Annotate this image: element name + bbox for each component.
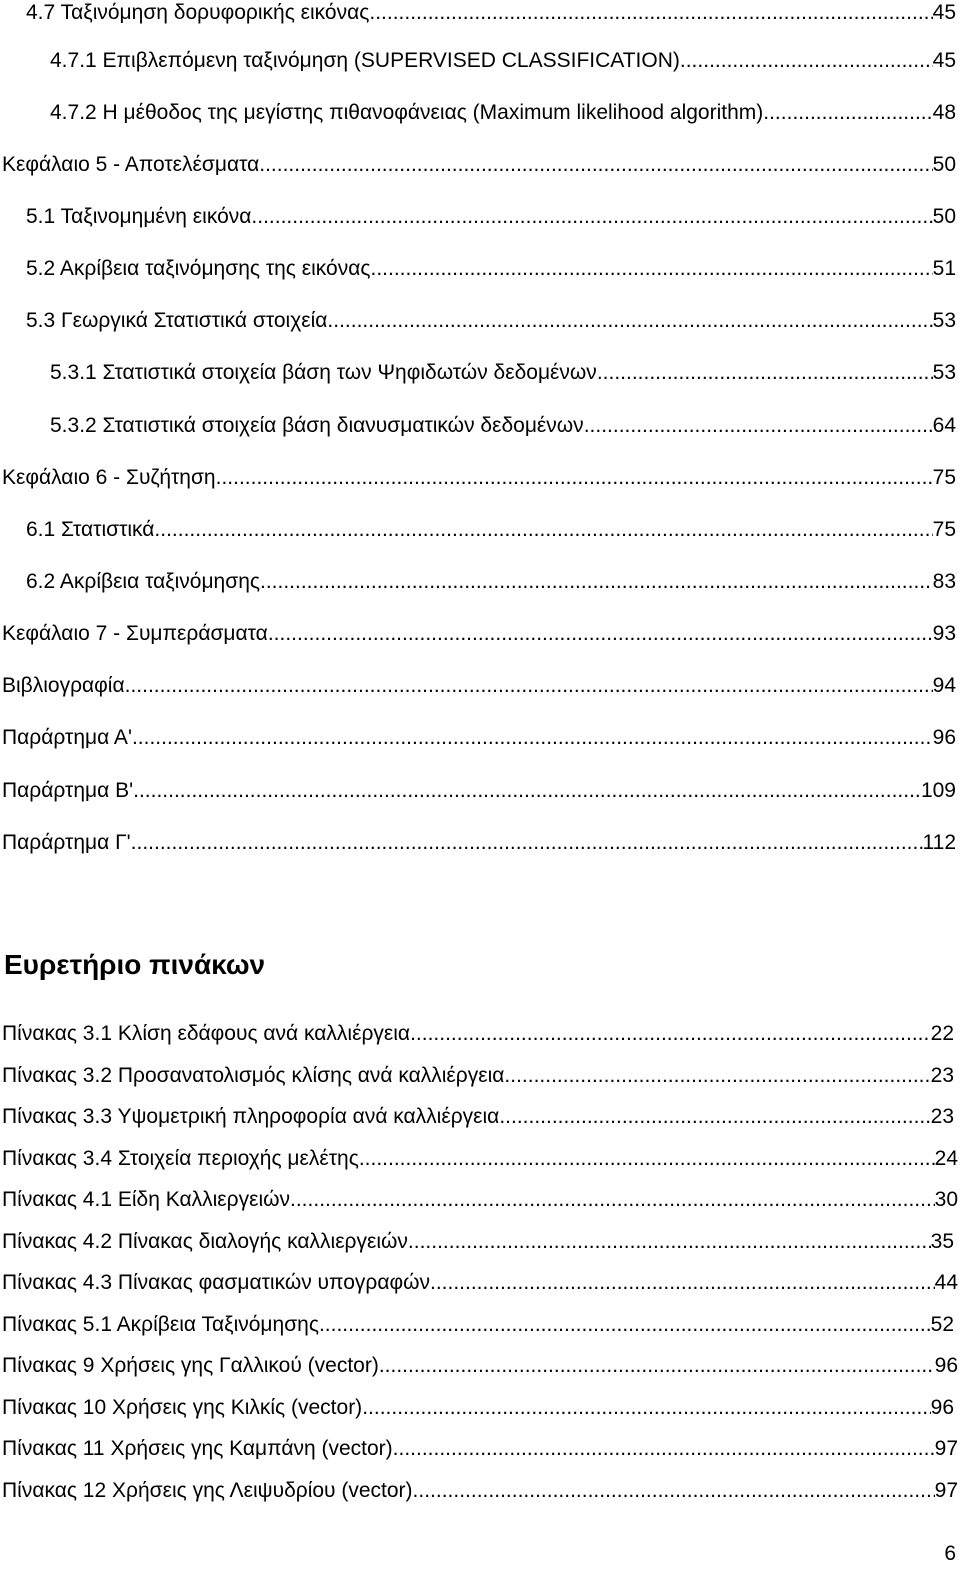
toc-entry-title: Παράρτημα Α' (2, 726, 132, 749)
table-leader-dots (362, 1393, 930, 1423)
toc-entry-page: 45 (932, 49, 956, 72)
toc-entry-title: Κεφάλαιο 7 - Συμπεράσματα (2, 622, 268, 645)
toc-leader-dots (251, 202, 932, 232)
table-entry-title: Πίνακας 4.2 Πίνακας διαλογής καλλιεργειών (2, 1230, 408, 1253)
table-index-entry[interactable] (2, 1393, 954, 1423)
toc-entry[interactable] (50, 46, 956, 76)
table-index-entry[interactable] (2, 1019, 954, 1049)
toc-entry-page: 50 (932, 153, 956, 176)
toc-leader-dots (370, 254, 932, 284)
toc-entry-title: 4.7.2 Η μέθοδος της μεγίστης πιθανοφάνειας (Maximum likelihood algorithm) (50, 101, 764, 124)
toc-entry-title: 4.7 Ταξινόμηση δορυφορικής εικόνας (26, 1, 370, 24)
toc-leader-dots (584, 411, 933, 441)
toc-entry-title: 4.7.1 Επιβλεπόμενη ταξινόμηση (SUPERVISED CLASSIFICATION) (50, 49, 680, 72)
table-leader-dots (290, 1185, 935, 1215)
toc-entry-page: 94 (932, 674, 956, 697)
table-index-entry[interactable] (2, 1268, 958, 1298)
toc-entry-page: 51 (932, 257, 956, 280)
toc-entry[interactable] (26, 515, 956, 545)
toc-leader-dots (131, 828, 923, 858)
toc-entry-page: 53 (932, 361, 956, 384)
toc-leader-dots (216, 463, 933, 493)
toc-entry-page: 109 (920, 779, 956, 802)
table-leader-dots (413, 1476, 935, 1506)
toc-leader-dots (260, 567, 933, 597)
table-index-entry[interactable] (2, 1061, 954, 1091)
toc-leader-dots (125, 671, 933, 701)
toc-entry[interactable] (26, 254, 956, 284)
table-entry-title: Πίνακας 11 Χρήσεις γης Καμπάνη (vector) (2, 1437, 393, 1460)
toc-entry[interactable] (26, 567, 956, 597)
toc-entry-page: 48 (932, 101, 956, 124)
table-entry-page: 30 (934, 1188, 958, 1211)
toc-entry-title: 6.1 Στατιστικά (26, 518, 155, 541)
toc-entry-title: 5.1 Ταξινομημένη εικόνα (26, 205, 252, 228)
table-leader-dots (359, 1144, 935, 1174)
toc-entry[interactable] (2, 463, 956, 493)
toc-leader-dots (680, 46, 933, 76)
table-index-entry[interactable] (2, 1434, 958, 1464)
table-leader-dots (504, 1061, 930, 1091)
toc-leader-dots (154, 515, 932, 545)
toc-entry-title: 6.2 Ακρίβεια ταξινόμησης (26, 570, 260, 593)
toc-entry[interactable] (2, 828, 956, 858)
toc-entry-title: Βιβλιογραφία (2, 674, 125, 697)
toc-entry[interactable] (50, 98, 956, 128)
toc-entry-page: 112 (922, 831, 956, 854)
table-entry-title: Πίνακας 3.2 Προσανατολισμός κλίσης ανά καλλιέργεια (2, 1064, 505, 1087)
toc-entry-page: 45 (932, 1, 956, 24)
table-entry-page: 22 (930, 1022, 954, 1045)
table-leader-dots (430, 1268, 935, 1298)
toc-entry-page: 83 (932, 570, 956, 593)
toc-entry[interactable] (26, 202, 956, 232)
table-entry-page: 52 (930, 1313, 954, 1336)
toc-leader-dots (763, 98, 932, 128)
tables-index-heading: Ευρετήριο πινάκων (4, 949, 266, 980)
toc-leader-dots (133, 776, 921, 806)
toc-entry-page: 64 (932, 414, 956, 437)
table-entry-page: 96 (934, 1354, 958, 1377)
toc-leader-dots (327, 306, 932, 336)
table-index-entry[interactable] (2, 1144, 958, 1174)
toc-entry-page: 53 (932, 309, 956, 332)
toc-leader-dots (259, 150, 932, 180)
table-entry-title: Πίνακας 3.3 Υψομετρική πληροφορία ανά καλλιέργεια (2, 1105, 500, 1128)
table-leader-dots (408, 1227, 931, 1257)
table-leader-dots (379, 1351, 935, 1381)
table-entry-title: Πίνακας 5.1 Ακρίβεια Ταξινόμησης (2, 1313, 319, 1336)
toc-entry[interactable] (50, 358, 956, 388)
table-entry-title: Πίνακας 4.1 Είδη Καλλιεργειών (2, 1188, 291, 1211)
table-entry-title: Πίνακας 3.4 Στοιχεία περιοχής μελέτης (2, 1147, 359, 1170)
table-index-entry[interactable] (2, 1310, 954, 1340)
toc-leader-dots (369, 0, 932, 28)
toc-entry-page: 93 (932, 622, 956, 645)
toc-entry[interactable] (2, 619, 956, 649)
table-entry-page: 44 (934, 1271, 958, 1294)
toc-entry[interactable] (2, 776, 956, 806)
table-index-entry[interactable] (2, 1351, 958, 1381)
toc-entry[interactable] (2, 723, 956, 753)
toc-entry-title: Κεφάλαιο 5 - Αποτελέσματα (2, 153, 260, 176)
table-leader-dots (393, 1434, 935, 1464)
toc-entry-page: 75 (932, 466, 956, 489)
toc-entry[interactable] (50, 411, 956, 441)
toc-entry-title: 5.3.2 Στατιστικά στοιχεία βάση διανυσματικών δεδομένων (50, 414, 584, 437)
table-entry-title: Πίνακας 3.1 Κλίση εδάφους ανά καλλιέργεια (2, 1022, 411, 1045)
table-index-entry[interactable] (2, 1476, 958, 1506)
toc-entry-page: 96 (932, 726, 956, 749)
table-leader-dots (410, 1019, 931, 1049)
table-index-entry[interactable] (2, 1185, 958, 1215)
table-entry-title: Πίνακας 12 Χρήσεις γης Λειψυδρίου (vector) (2, 1479, 413, 1502)
toc-entry[interactable] (2, 671, 956, 701)
toc-leader-dots (597, 358, 933, 388)
table-leader-dots (319, 1310, 931, 1340)
toc-entry[interactable] (26, 306, 956, 336)
table-entry-page: 23 (930, 1105, 954, 1128)
toc-entry[interactable] (2, 150, 956, 180)
table-entry-page: 97 (934, 1479, 958, 1502)
toc-entry-title: 5.3.1 Στατιστικά στοιχεία βάση των Ψηφιδωτών δεδομένων (50, 361, 597, 384)
table-entry-page: 23 (930, 1064, 954, 1087)
table-entry-title: Πίνακας 4.3 Πίνακας φασματικών υπογραφών (2, 1271, 430, 1294)
toc-entry-page: 75 (932, 518, 956, 541)
table-index-entry[interactable] (2, 1227, 954, 1257)
toc-entry-title: 5.3 Γεωργικά Στατιστικά στοιχεία (26, 309, 328, 332)
toc-entry-title: Κεφάλαιο 6 - Συζήτηση (2, 466, 216, 489)
toc-leader-dots (268, 619, 933, 649)
toc-entry-title: Παράρτημα Γ' (2, 831, 131, 854)
table-index-entry[interactable] (2, 1102, 954, 1132)
table-entry-page: 97 (934, 1437, 958, 1460)
toc-entry[interactable] (26, 0, 956, 28)
table-entry-page: 96 (930, 1396, 954, 1419)
table-entry-title: Πίνακας 10 Χρήσεις γης Κιλκίς (vector) (2, 1396, 363, 1419)
table-entry-title: Πίνακας 9 Χρήσεις γης Γαλλικού (vector) (2, 1354, 379, 1377)
toc-entry-title: 5.2 Ακρίβεια ταξινόμησης της εικόνας (26, 257, 371, 280)
table-entry-page: 35 (930, 1230, 954, 1253)
table-entry-page: 24 (934, 1147, 958, 1170)
page-number: 6 (944, 1542, 956, 1565)
table-leader-dots (499, 1102, 930, 1132)
toc-entry-page: 50 (932, 205, 956, 228)
toc-leader-dots (132, 723, 933, 753)
toc-entry-title: Παράρτημα Β' (2, 779, 134, 802)
